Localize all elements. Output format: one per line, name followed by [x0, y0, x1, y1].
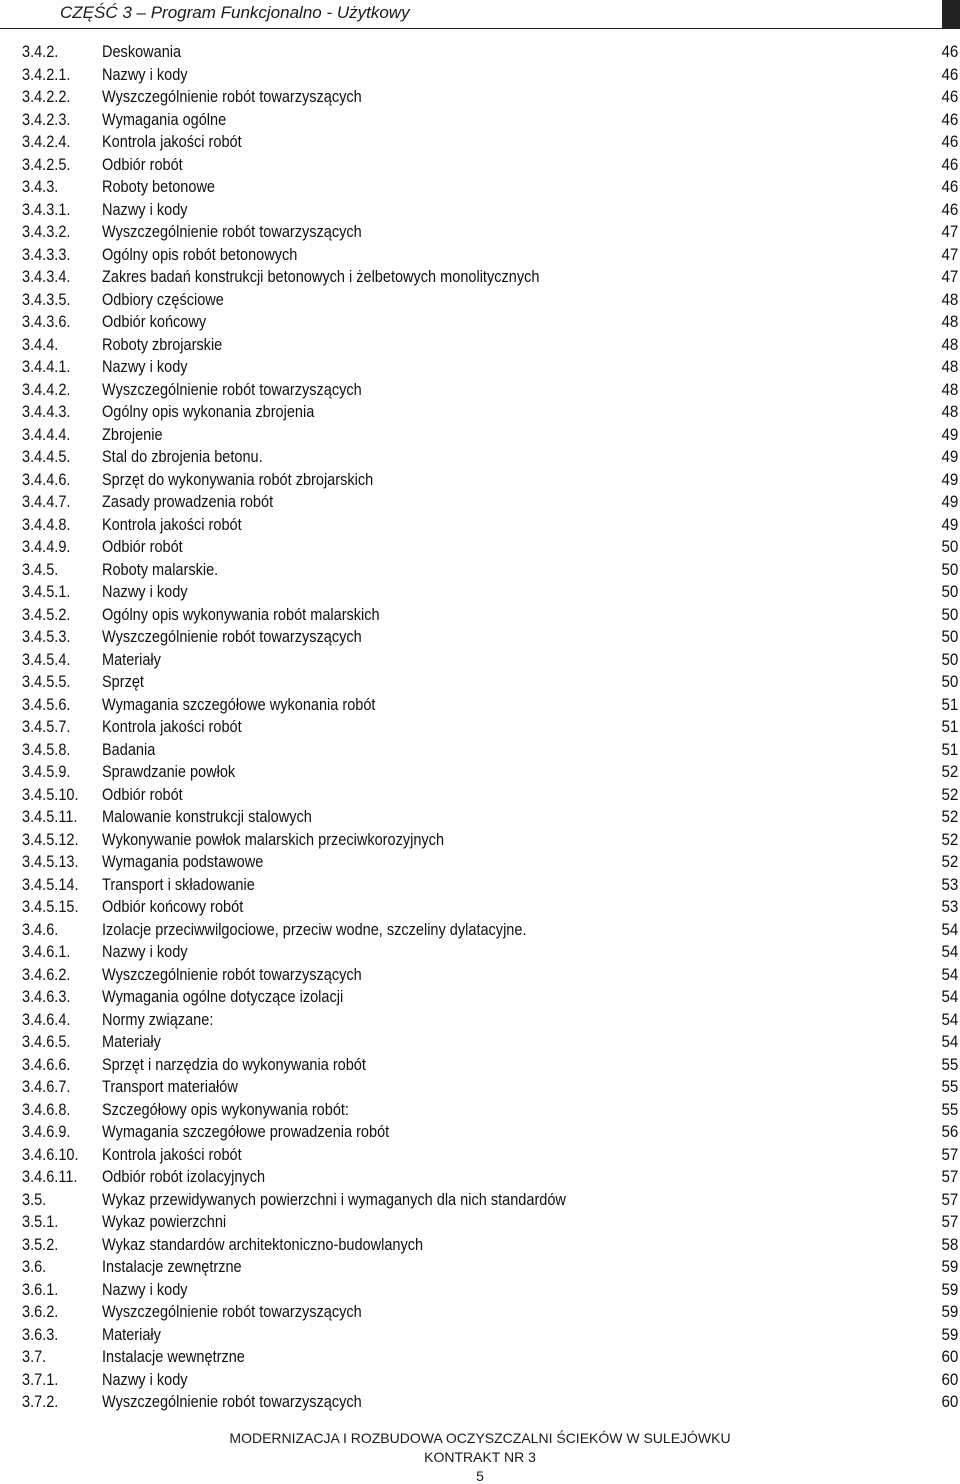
toc-entry-number: 3.4.2.3.: [22, 110, 71, 129]
toc-entry-page: 54: [941, 988, 958, 1006]
toc-entry-page: 49: [941, 425, 958, 444]
toc-entry[interactable]: [22, 536, 960, 559]
toc-entry-page: 55: [941, 1055, 958, 1074]
toc-entry-page: 60: [941, 1370, 958, 1389]
toc-entry[interactable]: [22, 829, 960, 852]
toc-entry-number: 3.5.2.: [22, 1235, 59, 1254]
toc-entry-number: 3.4.5.: [22, 560, 59, 579]
toc-entry-page: 50: [941, 650, 958, 669]
toc-entry-title: Stal do zbrojenia betonu.: [102, 448, 263, 466]
footer-contract: KONTRAKT NR 3: [424, 1449, 536, 1465]
toc-entry-number: 3.4.3.4.: [22, 268, 71, 286]
toc-entry[interactable]: [22, 244, 960, 267]
toc-entry[interactable]: [22, 334, 960, 357]
toc-entry-title: Wykaz standardów architektoniczno-budowlanych: [102, 1235, 424, 1254]
toc-entry[interactable]: [22, 1369, 960, 1392]
toc-entry[interactable]: [22, 806, 960, 829]
toc-entry-page: 55: [941, 1078, 958, 1096]
toc-entry[interactable]: [22, 1234, 960, 1257]
toc-entry[interactable]: [22, 604, 960, 627]
toc-entry-number: 3.4.5.12.: [22, 830, 79, 849]
toc-entry[interactable]: [22, 86, 960, 109]
toc-entry-number: 3.4.5.14.: [22, 875, 79, 894]
toc-entry-number: 3.4.4.3.: [22, 403, 71, 421]
toc-entry-title: Materiały: [102, 650, 161, 669]
toc-entry-number: 3.4.3.: [22, 178, 59, 196]
toc-entry-page: 54: [941, 965, 958, 984]
toc-entry-number: 3.4.2.4.: [22, 133, 71, 151]
toc-entry-number: 3.4.6.9.: [22, 1123, 71, 1141]
toc-entry-title: Nazwy i kody: [102, 65, 188, 84]
toc-entry-title: Sprzęt do wykonywania robót zbrojarskich: [102, 470, 374, 489]
toc-entry-page: 52: [941, 785, 958, 804]
toc-entry-title: Transport i składowanie: [102, 875, 255, 894]
toc-entry[interactable]: [22, 896, 960, 919]
toc-entry-page: 52: [941, 763, 958, 781]
toc-entry-number: 3.7.2.: [22, 1393, 59, 1411]
toc-entry-title: Nazwy i kody: [102, 583, 188, 601]
toc-entry-page: 56: [941, 1123, 958, 1141]
toc-entry-number: 3.4.5.15.: [22, 898, 79, 916]
toc-entry[interactable]: [22, 131, 960, 154]
toc-entry-number: 3.4.4.4.: [22, 425, 71, 444]
toc-entry[interactable]: [22, 289, 960, 312]
toc-entry-number: 3.4.6.1.: [22, 943, 71, 961]
toc-entry-title: Instalacje zewnętrzne: [102, 1258, 242, 1276]
toc-entry-number: 3.4.5.8.: [22, 740, 71, 759]
toc-entry-title: Wyszczególnienie robót towarzyszących: [102, 965, 362, 984]
toc-entry[interactable]: [22, 761, 960, 784]
toc-entry-title: Wykaz powierzchni: [102, 1213, 227, 1231]
toc-entry[interactable]: [22, 1301, 960, 1324]
toc-entry-page: 47: [941, 245, 958, 264]
toc-entry-title: Zakres badań konstrukcji betonowych i żelbetowych monolitycznych: [102, 268, 540, 286]
toc-entry[interactable]: [22, 1144, 960, 1167]
toc-entry-number: 3.4.6.6.: [22, 1055, 71, 1074]
toc-entry-title: Zasady prowadzenia robót: [102, 493, 274, 511]
toc-entry-number: 3.4.3.3.: [22, 245, 71, 264]
toc-entry-number: 3.4.4.5.: [22, 448, 71, 466]
toc-entry[interactable]: [22, 176, 960, 199]
toc-entry[interactable]: [22, 581, 960, 604]
toc-entry-number: 3.4.4.: [22, 335, 59, 354]
toc-entry-title: Badania: [102, 740, 156, 759]
toc-entry-title: Odbiory częściowe: [102, 290, 224, 309]
toc-entry-page: 52: [941, 808, 958, 826]
toc-entry-page: 53: [941, 898, 958, 916]
toc-entry-number: 3.4.5.7.: [22, 718, 71, 736]
toc-entry-number: 3.4.5.1.: [22, 583, 71, 601]
toc-entry-number: 3.4.2.: [22, 43, 59, 61]
footer-page-number: 5: [476, 1468, 484, 1484]
toc-entry[interactable]: [22, 1211, 960, 1234]
document-header-title: CZĘŚĆ 3 – Program Funkcjonalno - Użytkowy: [60, 3, 410, 22]
toc-entry-title: Materiały: [102, 1033, 161, 1051]
toc-entry-title: Ogólny opis wykonania zbrojenia: [102, 403, 315, 421]
toc-entry-page: 50: [941, 605, 958, 624]
toc-entry-title: Wyszczególnienie robót towarzyszących: [102, 1393, 362, 1411]
toc-entry-title: Sprzęt i narzędzia do wykonywania robót: [102, 1055, 366, 1074]
toc-entry-page: 52: [941, 830, 958, 849]
footer-project-title: MODERNIZACJA I ROZBUDOWA OCZYSZCZALNI ŚCIEKÓW W SULEJÓWKU: [229, 1430, 731, 1446]
toc-entry[interactable]: [22, 1099, 960, 1122]
toc-entry-page: 59: [941, 1258, 958, 1276]
toc-entry[interactable]: [22, 671, 960, 694]
toc-entry-page: 60: [941, 1348, 958, 1366]
toc-entry-number: 3.4.6.: [22, 920, 59, 939]
toc-entry-title: Sprawdzanie powłok: [102, 763, 236, 781]
toc-entry-title: Odbiór robót: [102, 538, 183, 556]
toc-entry-title: Kontrola jakości robót: [102, 133, 242, 151]
toc-entry-number: 3.4.6.8.: [22, 1100, 71, 1119]
toc-entry-page: 50: [941, 538, 958, 556]
toc-entry-title: Wyszczególnienie robót towarzyszących: [102, 88, 362, 106]
toc-entry-title: Wymagania ogólne dotyczące izolacji: [102, 988, 344, 1006]
toc-entry-title: Nazwy i kody: [102, 943, 188, 961]
toc-entry[interactable]: [22, 626, 960, 649]
toc-entry-page: 46: [941, 65, 958, 84]
toc-entry[interactable]: [22, 1256, 960, 1279]
toc-entry-page: 46: [941, 88, 958, 106]
toc-entry-number: 3.4.6.7.: [22, 1078, 71, 1096]
toc-entry-number: 3.4.2.1.: [22, 65, 71, 84]
toc-entry[interactable]: [22, 1346, 960, 1369]
toc-entry-page: 57: [941, 1145, 958, 1164]
toc-entry-title: Ogólny opis wykonywania robót malarskich: [102, 605, 380, 624]
toc-entry[interactable]: [22, 1121, 960, 1144]
toc-entry-page: 46: [941, 133, 958, 151]
toc-entry-title: Deskowania: [102, 43, 182, 61]
toc-entry-title: Ogólny opis robót betonowych: [102, 245, 298, 264]
table-of-contents: [22, 41, 960, 1414]
toc-entry-number: 3.4.4.8.: [22, 515, 71, 534]
toc-entry-number: 3.4.3.5.: [22, 290, 71, 309]
toc-entry-number: 3.6.: [22, 1258, 47, 1276]
toc-entry-page: 50: [941, 583, 958, 601]
toc-entry-title: Odbiór robót izolacyjnych: [102, 1168, 266, 1186]
toc-entry-title: Wyszczególnienie robót towarzyszących: [102, 223, 362, 241]
toc-entry-title: Roboty zbrojarskie: [102, 335, 223, 354]
toc-entry-number: 3.4.5.9.: [22, 763, 71, 781]
toc-entry[interactable]: [22, 424, 960, 447]
toc-entry[interactable]: [22, 716, 960, 739]
toc-entry[interactable]: [22, 514, 960, 537]
toc-entry-title: Wyszczególnienie robót towarzyszących: [102, 380, 362, 399]
toc-entry-title: Roboty malarskie.: [102, 560, 219, 579]
toc-entry-number: 3.7.: [22, 1348, 47, 1366]
toc-entry-page: 48: [941, 358, 958, 376]
toc-entry-number: 3.6.1.: [22, 1280, 59, 1299]
toc-entry-number: 3.4.2.2.: [22, 88, 71, 106]
toc-entry-title: Odbiór robót: [102, 155, 183, 174]
toc-entry-title: Nazwy i kody: [102, 1280, 188, 1299]
toc-entry-page: 50: [941, 673, 958, 691]
toc-entry-page: 54: [941, 920, 958, 939]
toc-entry[interactable]: [22, 1166, 960, 1189]
toc-entry[interactable]: [22, 221, 960, 244]
toc-entry[interactable]: [22, 1324, 960, 1347]
toc-entry-title: Materiały: [102, 1325, 161, 1344]
toc-entry-title: Wymagania ogólne: [102, 110, 227, 129]
toc-entry[interactable]: [22, 154, 960, 177]
toc-entry[interactable]: [22, 379, 960, 402]
toc-entry-title: Kontrola jakości robót: [102, 1145, 242, 1164]
toc-entry-title: Izolacje przeciwwilgociowe, przeciw wodne, szczeliny dylatacyjne.: [102, 920, 527, 939]
toc-entry-number: 3.4.3.6.: [22, 313, 71, 331]
toc-entry[interactable]: [22, 851, 960, 874]
toc-entry-number: 3.6.2.: [22, 1303, 59, 1321]
toc-entry-title: Roboty betonowe: [102, 178, 216, 196]
toc-entry-page: 55: [941, 1100, 958, 1119]
toc-entry-page: 52: [941, 853, 958, 871]
toc-entry-title: Wymagania podstawowe: [102, 853, 264, 871]
toc-entry[interactable]: [22, 739, 960, 762]
toc-entry-page: 54: [941, 943, 958, 961]
toc-entry-number: 3.4.4.7.: [22, 493, 71, 511]
toc-entry-title: Wykonywanie powłok malarskich przeciwkorozyjnych: [102, 830, 445, 849]
toc-entry[interactable]: [22, 986, 960, 1009]
toc-entry-number: 3.4.6.3.: [22, 988, 71, 1006]
toc-entry-page: 57: [941, 1190, 958, 1209]
toc-entry[interactable]: [22, 1076, 960, 1099]
toc-entry[interactable]: [22, 401, 960, 424]
toc-entry-title: Instalacje wewnętrzne: [102, 1348, 245, 1366]
toc-entry-number: 3.4.6.4.: [22, 1010, 71, 1029]
toc-entry-number: 3.4.5.13.: [22, 853, 79, 871]
toc-entry[interactable]: [22, 491, 960, 514]
toc-entry[interactable]: [22, 784, 960, 807]
toc-entry-page: 59: [941, 1325, 958, 1344]
toc-entry[interactable]: [22, 64, 960, 87]
toc-entry-title: Wyszczególnienie robót towarzyszących: [102, 1303, 362, 1321]
toc-entry-number: 3.7.1.: [22, 1370, 59, 1389]
toc-entry-number: 3.4.2.5.: [22, 155, 71, 174]
toc-entry-number: 3.4.6.11.: [22, 1168, 78, 1186]
toc-entry-page: 54: [941, 1033, 958, 1051]
toc-entry[interactable]: [22, 694, 960, 717]
toc-entry-number: 3.4.5.4.: [22, 650, 71, 669]
toc-entry-page: 49: [941, 515, 958, 534]
toc-entry-page: 46: [941, 155, 958, 174]
toc-entry-page: 49: [941, 493, 958, 511]
toc-entry-title: Odbiór końcowy robót: [102, 898, 244, 916]
toc-entry-number: 3.4.6.2.: [22, 965, 71, 984]
toc-entry-page: 49: [941, 448, 958, 466]
toc-entry-title: Sprzęt: [102, 673, 144, 691]
toc-entry[interactable]: [22, 446, 960, 469]
toc-entry-page: 46: [941, 178, 958, 196]
toc-entry-number: 3.4.4.1.: [22, 358, 71, 376]
toc-entry[interactable]: [22, 109, 960, 132]
toc-entry-page: 47: [941, 268, 958, 286]
toc-entry-title: Nazwy i kody: [102, 1370, 188, 1389]
toc-entry-page: 48: [941, 313, 958, 331]
toc-entry[interactable]: [22, 649, 960, 672]
toc-entry[interactable]: [22, 1279, 960, 1302]
toc-entry-title: Normy związane:: [102, 1010, 214, 1029]
toc-entry[interactable]: [22, 469, 960, 492]
toc-entry-page: 51: [941, 740, 958, 759]
toc-entry[interactable]: [22, 266, 960, 289]
toc-entry-number: 3.4.3.1.: [22, 200, 71, 219]
toc-entry-page: 48: [941, 403, 958, 421]
toc-entry-number: 3.4.4.9.: [22, 538, 71, 556]
toc-entry-page: 54: [941, 1010, 958, 1029]
toc-entry-page: 46: [941, 110, 958, 129]
toc-entry-number: 3.4.5.5.: [22, 673, 71, 691]
header-divider: [0, 28, 960, 29]
toc-entry-number: 3.4.6.10.: [22, 1145, 79, 1164]
toc-entry-page: 46: [941, 43, 958, 61]
toc-entry-title: Wyszczególnienie robót towarzyszących: [102, 628, 362, 646]
toc-entry-page: 48: [941, 380, 958, 399]
toc-entry-title: Malowanie konstrukcji stalowych: [102, 808, 312, 826]
toc-entry-page: 58: [941, 1235, 958, 1254]
toc-entry-page: 50: [941, 560, 958, 579]
toc-entry-number: 3.5.: [22, 1190, 47, 1209]
toc-entry-title: Wymagania szczegółowe wykonania robót: [102, 695, 376, 714]
toc-entry-title: Szczegółowy opis wykonywania robót:: [102, 1100, 349, 1119]
toc-entry-number: 3.4.5.2.: [22, 605, 71, 624]
toc-entry[interactable]: [22, 199, 960, 222]
header-corner-block: [942, 0, 960, 28]
toc-entry-page: 46: [941, 200, 958, 219]
toc-entry-page: 59: [941, 1303, 958, 1321]
toc-entry-page: 60: [941, 1393, 958, 1411]
toc-entry-page: 51: [941, 718, 958, 736]
toc-entry-title: Kontrola jakości robót: [102, 718, 242, 736]
toc-entry-title: Odbiór końcowy: [102, 313, 207, 331]
toc-entry-title: Zbrojenie: [102, 425, 163, 444]
toc-entry[interactable]: [22, 1031, 960, 1054]
toc-entry-title: Nazwy i kody: [102, 358, 188, 376]
toc-entry-page: 57: [941, 1213, 958, 1231]
toc-entry-title: Odbiór robót: [102, 785, 183, 804]
toc-entry-title: Transport materiałów: [102, 1078, 238, 1096]
toc-entry[interactable]: [22, 964, 960, 987]
toc-entry[interactable]: [22, 874, 960, 897]
toc-entry[interactable]: [22, 919, 960, 942]
toc-entry[interactable]: [22, 941, 960, 964]
toc-entry-title: Nazwy i kody: [102, 200, 188, 219]
toc-entry-number: 3.6.3.: [22, 1325, 59, 1344]
toc-entry-title: Wykaz przewidywanych powierzchni i wymaganych dla nich standardów: [102, 1190, 566, 1209]
toc-entry-title: Wymagania szczegółowe prowadzenia robót: [102, 1123, 390, 1141]
toc-entry-page: 59: [941, 1280, 958, 1299]
toc-entry[interactable]: [22, 559, 960, 582]
toc-entry[interactable]: [22, 356, 960, 379]
toc-entry-number: 3.4.5.11.: [22, 808, 78, 826]
toc-entry[interactable]: [22, 1189, 960, 1212]
toc-entry-page: 51: [941, 695, 958, 714]
toc-entry[interactable]: [22, 1054, 960, 1077]
toc-entry-page: 49: [941, 470, 958, 489]
toc-entry[interactable]: [22, 311, 960, 334]
toc-entry-page: 50: [941, 628, 958, 646]
toc-entry-page: 57: [941, 1168, 958, 1186]
toc-entry-number: 3.4.3.2.: [22, 223, 71, 241]
toc-entry-page: 53: [941, 875, 958, 894]
toc-entry-page: 47: [941, 223, 958, 241]
toc-entry[interactable]: [22, 41, 960, 64]
toc-entry-number: 3.4.5.3.: [22, 628, 71, 646]
toc-entry-number: 3.4.5.10.: [22, 785, 79, 804]
toc-entry-page: 48: [941, 290, 958, 309]
toc-entry-number: 3.4.5.6.: [22, 695, 71, 714]
toc-entry-title: Kontrola jakości robót: [102, 515, 242, 534]
toc-entry-page: 48: [941, 335, 958, 354]
toc-entry-number: 3.5.1.: [22, 1213, 59, 1231]
toc-entry-number: 3.4.4.6.: [22, 470, 71, 489]
toc-entry-number: 3.4.6.5.: [22, 1033, 71, 1051]
toc-entry[interactable]: [22, 1391, 960, 1414]
toc-entry-number: 3.4.4.2.: [22, 380, 71, 399]
toc-entry[interactable]: [22, 1009, 960, 1032]
